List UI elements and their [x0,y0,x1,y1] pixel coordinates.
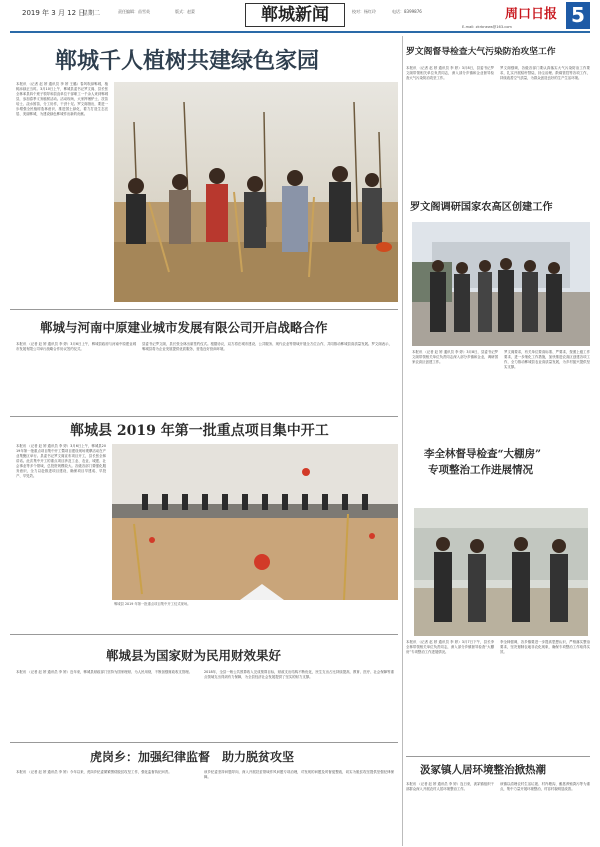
rule-strategic [10,309,398,310]
article-agri-zone [406,196,590,428]
body-hugang-col1 [16,770,196,842]
article-jizhong [406,758,590,844]
page-number-box [566,2,590,29]
byline-tree-planting: 本报讯 （记者 赵 婷 通讯员 李 婷 王璐）春风吹绿郸城，植树添绿正当时。 [16,82,108,91]
header-email: E-mail: zkrbnews@163.com [462,25,512,29]
header-proofreader: 校对：杨红玲 [352,9,376,14]
headline-greenhouse-1: 李全林督导检查“大棚房” [424,448,542,460]
body-agri-zone-col1 [412,350,498,426]
photo-key-projects [112,444,398,600]
photo-tree-planting [114,82,398,302]
headline-agri-zone: 罗文阁调研国家农高区创建工作 [410,201,553,213]
body-greenhouse-col1 [406,640,494,750]
headline-air-pollution: 罗文阁督导检查大气污染防治攻坚工作 [406,47,556,57]
body-air-pollution-col1 [406,66,494,192]
body-strategic-col2 [142,342,392,412]
text-greenhouse: 李全林强调，各乡镇要进一步提高思想认识，严格落实整治要求，坚决遏制农地非农化现象，确保专项整治工作取得实效。 [500,640,590,654]
text-air-pollution: 罗文阁强调，各级各部门要认真落实大气污染防治工作要求，扎实开展秸秆禁烧、扬尘治理、散煤管控等各项工作，持续改善空气质量，为群众创造良好的生产生活环境。 [500,66,590,80]
byline-hugang: 本报讯 （记者 赵 婷 通讯员 李 婷）今年以来，虎岗乡纪委紧紧围绕脱贫攻坚工作，强化监督执纪问责。 [16,770,172,774]
body-hugang-col2 [204,770,394,842]
header-editor: 责任编辑：苗雪英 [118,9,150,14]
byline-air-pollution: 本报讯 （记者 赵 婷 通讯员 李 婷）3月8日，县委书记罗文阁带领相关单位负责同志，深入部分乡镇和企业督导检查大气污染防治攻坚工作。 [406,66,494,80]
byline-key-projects: 本报讯 （记者 赵 婷 通讯员 李 婷）3月6日上午，郸城县2019年第一批重点项目集中开工暨项目建设现场观摩活动在产业集聚区举行。 [16,444,106,458]
rule-projects [10,416,398,417]
article-air-pollution [406,36,590,194]
headline-greenhouse-2: 专项整治工作进展情况 [428,464,533,476]
header-phone: 电话：8399876 [392,9,422,14]
article-tree-planting [10,36,398,306]
page-number: 5 [571,3,585,27]
caption-key-projects: 郸城县 2019 年第一批重点项目集中开工仪式现场。 [114,602,191,606]
text-finance: 2018年，全县一般公共预算收入完成预算目标，财政支出结构不断优化，民生支出占比持续提高，教育、医疗、社会保障等重点领域支出得到有力保障，为全县经济社会发展提供了坚实的财力支撑。 [204,670,394,679]
column-divider-right [402,36,403,846]
rule-hugang [10,742,398,743]
text-agri-zone: 罗文阁要求，有关单位要高标准、严要求，按照上级工作要求，进一步细化工作措施，加快推进农高区创建各项工作，全力推动郸城县农业高质量发展，为乡村振兴提供坚实支撑。 [504,350,590,369]
photo-greenhouse [414,508,588,636]
headline-jizhong: 汲冢镇人居环境整治掀热潮 [420,764,546,776]
headline-strategic-cooperation: 郸城与河南中原建业城市发展有限公司开启战略合作 [40,320,328,335]
masthead-rule [10,31,590,33]
byline-jizhong: 本报讯 （记者 赵 婷 通讯员 李 婷）连日来，汲冢镇组织干部群众深入开展农村人居环境整治工作。 [406,782,494,791]
body-key-projects [16,444,106,628]
text-jizhong: 该镇以清理农村生活垃圾、村内塘沟、畜禽养殖粪污等为重点，集中力量开展环境整治，村容村貌明显改善。 [500,782,590,791]
article-finance [10,636,398,740]
header-weekday: 星期二 [82,10,101,17]
section-title-box [245,3,345,27]
headline-key-projects: 郸城县 2019 年第一批重点项目集中开工 [70,423,329,439]
masthead [0,0,600,34]
text-tree-planting: 3月10日上午，郸城县委书记罗文阁、县长张全林率县四个班子领导和县直单位干部职工一千余人来到郸城县，参加春季义务植树活动。活动现场，大家挥锹铲土、扶苗培土、浇水固苗，分工协作，干劲十足。罗文阁指出，要进一步增强全民植树造林意识，推进国土绿化，着力打造生态宜居、美丽郸城，为建设绿色郸城作出新的贡献。 [16,87,108,116]
body-strategic-col1 [16,342,136,412]
byline-finance: 本报讯 （记者 赵 婷 通讯员 李 婷）近年来，郸城县财政部门坚持为国家理财、为人民用财，不断加强财政收支管理。 [16,670,192,674]
text-hugang: 该乡纪委坚持问题导向，深入开展扶贫领域作风问题专项治理，对发现的问题及时督促整改，切实为脱贫攻坚提供坚强纪律保障。 [204,770,394,779]
body-tree-planting [16,82,108,304]
body-greenhouse-col2 [500,640,590,750]
photo-agri-zone [412,222,590,346]
text-strategic: 县委书记罗文阁，县长张全林出席签约仪式。根据协议，双方将在城市建设、公共服务、现代农业等领域开展全方位合作，共同推动郸城县高质量发展。罗文阁表示，郸城县将为企业发展提供优质服务，营造良好营商环境。 [142,342,392,351]
body-jizhong-col1 [406,782,494,842]
header-date: 2019 年 3 月 12 日 [22,9,86,17]
headline-finance: 郸城县为国家财为民用财效果好 [106,648,282,663]
body-agri-zone-col2 [504,350,590,426]
article-strategic-cooperation [10,312,398,414]
article-hugang [10,744,398,844]
body-jizhong-col2 [500,782,590,842]
byline-agri-zone: 本报讯 （记者 赵 婷 通讯员 李 婷）3月8日，县委书记罗文阁带领相关单位负责同志深入部分乡镇和企业，调研国家农高区创建工作。 [412,350,498,364]
article-key-projects [10,418,398,630]
body-air-pollution-col2 [500,66,590,192]
paper-name: 周口日报 [505,7,558,22]
headline-hugang: 虎岗乡：加强纪律监督 助力脱贫攻坚 [90,750,295,764]
rule-jizhong [406,756,590,757]
text-key-projects: 县委书记罗文阁宣布项目开工，县长张全林讲话。此次集中开工的重点项目涉及工业、农业、城建、社会事业等多个领域，总投资规模较大。各级各部门要强化服务意识，全力以赴推进项目建设，确保项目早建成、早投产、早见效。 [16,454,106,478]
header-designer: 版式：赵蒙 [175,9,195,14]
body-finance-col2 [204,670,394,738]
article-greenhouse [406,432,590,752]
rule-finance [10,634,398,635]
headline-tree-planting: 郸城千人植树共建绿色家园 [55,48,320,74]
body-finance-col1 [16,670,196,738]
section-title: 郸城新闻 [261,5,329,25]
byline-greenhouse: 本报讯 （记者 赵 婷 通讯员 李 婷）3月7日下午，县长李全林带领相关单位负责同志，深入部分乡镇督导检查“大棚房”专项整治工作进展情况。 [406,640,494,654]
byline-strategic: 本报讯 （记者 赵 婷 通讯员 李 婷）3月6日上午，郸城县政府与河南中原建业城市发展有限公司举行战略合作协议签约仪式。 [16,342,136,351]
